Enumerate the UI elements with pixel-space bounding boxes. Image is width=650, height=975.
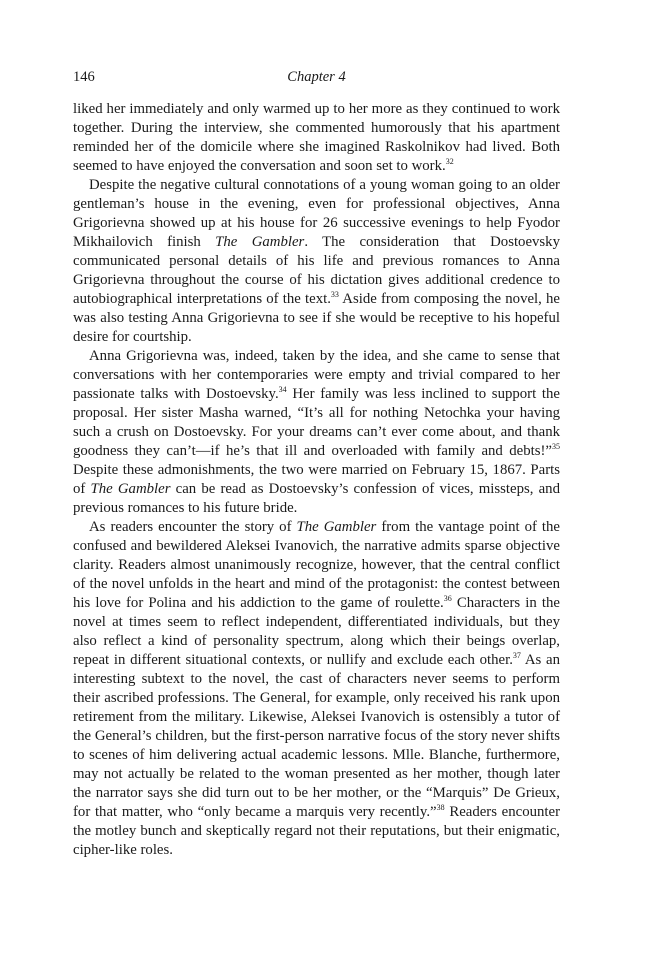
book-page	[73, 68, 560, 860]
paragraph-text: Characters in the novel at times seem to reflect independent, differentiated individuals, but they also reflect a kind of personality spectrum, along which their beings overlap, repeat in different situational contexts, or nullify and exclude each other.	[73, 595, 560, 668]
footnote-marker: 32	[445, 157, 454, 167]
footnote-marker: 38	[436, 803, 445, 813]
running-head: Chapter 4	[287, 69, 346, 85]
paragraph-text: Despite the negative cultural connotations of a young woman going to an older gentleman’s house in the evening, even for professional objectives, Anna Grigorievna showed up at his house for 26 successive evenings to help Fyodor Mikhailovich finish	[73, 177, 560, 250]
italic-title: The Gambler	[90, 481, 171, 497]
paragraph	[73, 347, 560, 518]
paragraph-text: Readers encounter the motley bunch and skeptically regard not their reputations, but their enigmatic, cipher-like roles.	[73, 804, 561, 858]
footnote-marker: 34	[278, 385, 287, 395]
footnote-marker: 37	[512, 651, 521, 661]
paragraph-text: Her family was less inclined to support the proposal. Her sister Masha warned, “It’s all for nothing Netochka your having such a crush on Dostoevsky. For your dreams can’t ever come about, and thank goodness they can’t—if he’s that ill and overloaded with family and debts!”	[73, 386, 560, 459]
footnote-marker: 35	[552, 442, 560, 452]
paragraph-text: liked her immediately and only warmed up to her more as they continued to work together. During the interview, she commented humorously that his apartment reminded her of the domicile where she imagined Raskolnikov had lived. Both seemed to have enjoyed the conversation and soon set to work.	[73, 101, 560, 174]
paragraph-text: Anna Grigorievna was, indeed, taken by the idea, and she came to sense that conversations with her contemporaries were empty and trivial compared to her passionate talks with Dostoevsky.	[73, 348, 560, 402]
paragraph-text: from the vantage point of the confused and bewildered Aleksei Ivanovich, the narrative admits sparse objective clarity. Readers almost unanimously recognize, however, that the central conflict of the novel unfolds in the heart and mind of the protagonist: the contest between his love for Polina and his addiction to the game of roulette.	[73, 519, 560, 611]
paragraph-text: Despite these admonishments, the two were married on February 15, 1867. Parts of	[73, 462, 560, 497]
footnote-marker: 36	[443, 594, 452, 604]
paragraph-text: As an interesting subtext to the novel, the cast of characters never seems to perform their ascribed professions. The General, for example, only received his rank upon retirement from the military. Likewise, Aleksei Ivanovich is ostensibly a tutor of the General’s children, but the first-person narrative focus of the story never shifts to scenes of him delivering actual academic lessons. Mlle. Blanche, furthermore, may not actually be related to the woman presented as her mother, though later the narrator says she did turn out to be her mother, or the “Marquis” De Grieux, for that matter, who “only became a marquis very recently.”	[73, 652, 560, 820]
paragraph	[73, 518, 560, 860]
page-header	[73, 68, 560, 90]
paragraph-text: Aside from composing the novel, he was also testing Anna Grigorievna to see if she would be receptive to his hopeful desire for courtship.	[73, 291, 561, 345]
body-text	[73, 100, 560, 860]
page-number: 146	[73, 69, 95, 85]
footnote-marker: 33	[330, 290, 339, 300]
paragraph	[73, 100, 560, 176]
italic-title: The Gambler	[215, 234, 305, 250]
italic-title: The Gambler	[296, 519, 377, 535]
paragraph-text: As readers encounter the story of	[89, 519, 297, 535]
paragraph-text: . The consideration that Dostoevsky communicated personal details of his life and previous romances to Anna Grigorievna throughout the course of his dictation gives additional credence to autobiographical interpretations of the text.	[73, 234, 560, 307]
paragraph	[73, 176, 560, 347]
paragraph-text: can be read as Dostoevsky’s confession of vices, missteps, and previous romances to his future bride.	[73, 481, 560, 516]
